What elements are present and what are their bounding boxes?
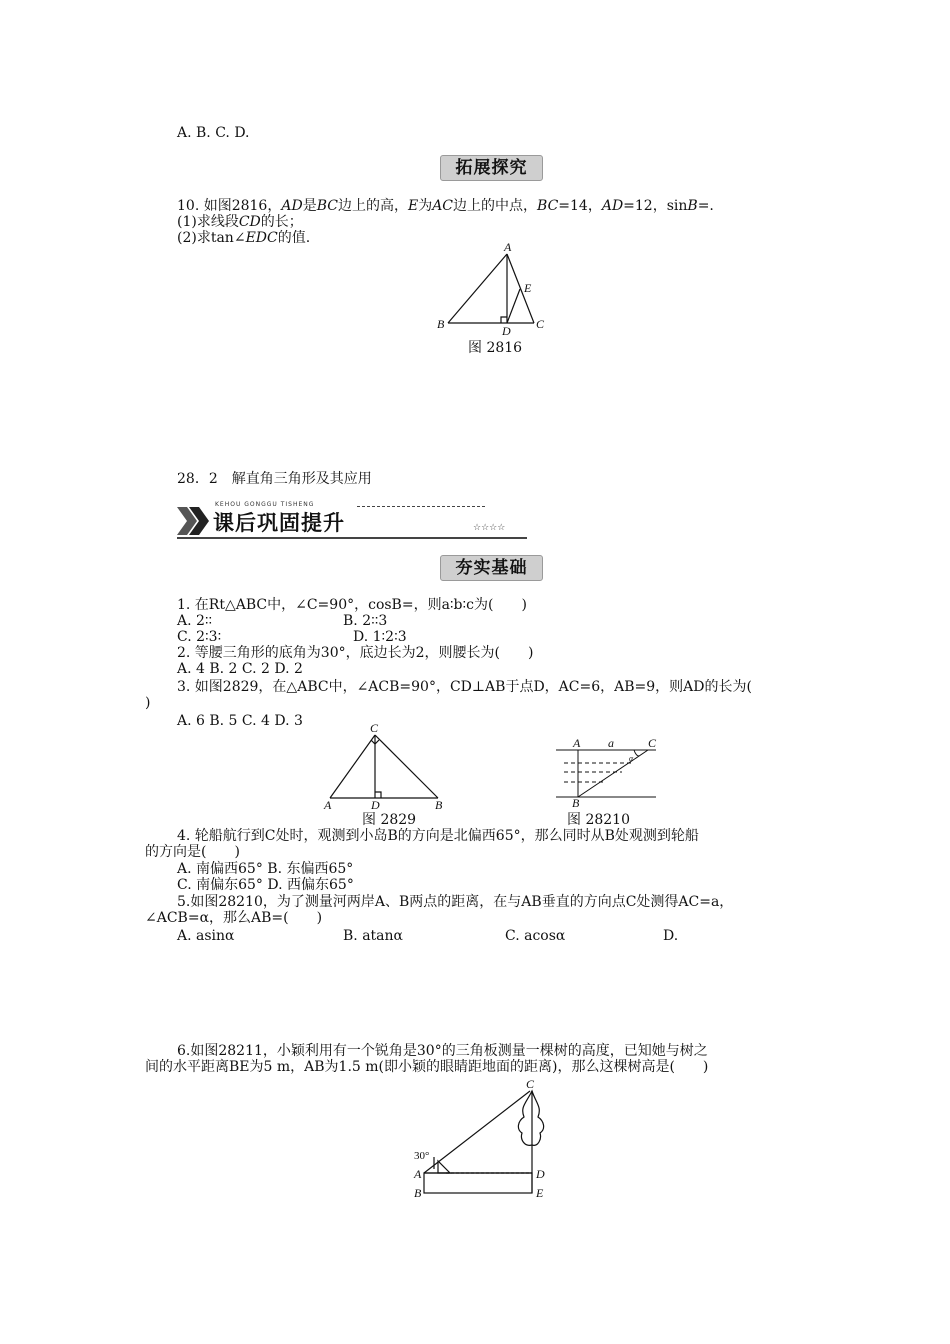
label-b: B	[437, 317, 445, 331]
basics-banner: 夯实基础	[440, 555, 543, 581]
extension-banner: 拓展探究	[440, 155, 543, 181]
segment-bc	[578, 750, 648, 797]
label-b: B	[572, 796, 580, 809]
header-title: 课后巩固提升	[213, 511, 345, 535]
label-d: D	[536, 1167, 545, 1181]
label-a: A	[324, 798, 332, 812]
label-e: E	[524, 281, 532, 295]
q4-stem: 4. 轮船航行到C处时，观测到小岛B的方向是北偏西65°，那么同时从B处观测到轮船	[177, 828, 699, 844]
header-pinyin: KEHOU GONGGU TISHENG	[215, 501, 315, 508]
q4-options-cd: C. 南偏东65° D. 西偏东65°	[177, 877, 354, 893]
q9-options: A. B. C. D.	[177, 125, 250, 141]
segment-cb	[375, 735, 438, 798]
figure-2829	[318, 724, 454, 814]
q5-option-b: B. atanα	[343, 928, 403, 944]
q10-line1: 10. 如图2816，AD是BC边上的高，E为AC边上的中点，BC=14，AD=12，sinB=.	[177, 198, 714, 214]
segment-de	[507, 289, 520, 323]
q5-option-c: C. acosα	[505, 928, 566, 944]
ground-rect	[424, 1173, 532, 1193]
segment-ac	[424, 1091, 530, 1173]
label-d: D	[502, 324, 511, 337]
label-c: C	[526, 1077, 535, 1091]
label-c: C	[370, 724, 379, 735]
header-underline	[177, 537, 527, 539]
q2-options: A. 4 B. 2 C. 2 D. 2	[177, 661, 303, 677]
chevron-arrows-icon	[177, 507, 211, 535]
q5-stem-cont: ∠ACB=α，那么AB=( )	[145, 910, 323, 926]
q4-options-ab: A. 南偏西65° B. 东偏西65°	[177, 861, 354, 877]
label-angle: 30°	[414, 1150, 430, 1162]
segment-ac	[330, 735, 375, 798]
label-c: C	[536, 317, 545, 331]
figure-28210-caption: 图 28210	[567, 812, 630, 828]
label-e: E	[536, 1186, 544, 1200]
q5-option-d: D.	[663, 928, 679, 944]
label-b: B	[414, 1186, 422, 1200]
lesson-header	[177, 501, 527, 541]
right-angle-mark	[501, 317, 507, 323]
header-dash-line	[357, 506, 485, 507]
figure-2816	[432, 242, 552, 337]
q3-options: A. 6 B. 5 C. 4 D. 3	[177, 713, 303, 729]
figure-28211	[408, 1077, 558, 1203]
segment-ab	[448, 254, 507, 323]
q1-stem: 1. 在Rt△ABC中，∠C=90°，cosB=，则a∶b∶c为( )	[177, 597, 527, 613]
section-title: 28．2 解直角三角形及其应用	[177, 471, 372, 487]
q1-option-c: C. 2∶3∶	[177, 629, 222, 645]
header-stars: ☆☆☆☆	[473, 523, 506, 533]
figure-28210	[556, 735, 664, 809]
q1-option-d: D. 1∶2∶3	[353, 629, 407, 645]
q5-stem: 5.如图28210，为了测量河两岸A、B两点的距离，在与AB垂直的方向点C处测得AC=a，	[177, 894, 734, 910]
angle-arc	[634, 750, 639, 756]
q10-part1: (1)求线段CD的长；	[177, 214, 303, 230]
q1-option-b: B. 2∶∶3	[343, 613, 388, 629]
q1-option-a: A. 2∶∶	[177, 613, 213, 629]
label-a: A	[414, 1167, 422, 1181]
figure-2829-caption: 图 2829	[362, 812, 417, 828]
q5-option-a: A. asinα	[177, 928, 235, 944]
label-c: C	[648, 736, 657, 750]
label-a-length: a	[608, 736, 614, 750]
figure-2816-caption: 图 2816	[468, 340, 523, 356]
label-a: A	[504, 242, 512, 254]
label-a: A	[573, 736, 581, 750]
label-alpha: α	[629, 754, 634, 763]
q3-stem-cont: )	[145, 695, 151, 711]
q3-stem: 3. 如图2829，在△ABC中，∠ACB=90°，CD⊥AB于点D，AC=6，AB=9，则AD的长为(	[177, 679, 752, 695]
q6-stem: 6.如图28211，小颖利用有一个锐角是30°的三角板测量一棵树的高度，已知她与树之	[177, 1043, 708, 1059]
label-b: B	[435, 798, 443, 812]
triangle-ruler	[438, 1161, 450, 1173]
q2-stem: 2. 等腰三角形的底角为30°，底边长为2，则腰长为( )	[177, 645, 534, 661]
q10-part2: (2)求tan∠EDC的值.	[177, 230, 311, 246]
q6-stem-cont: 间的水平距离BE为5 m，AB为1.5 m(即小颖的眼睛距地面的距离)，那么这棵树高是( )	[145, 1059, 709, 1075]
label-d: D	[371, 798, 380, 812]
q4-stem-cont: 的方向是( )	[145, 844, 240, 860]
tree-crown	[518, 1091, 543, 1145]
